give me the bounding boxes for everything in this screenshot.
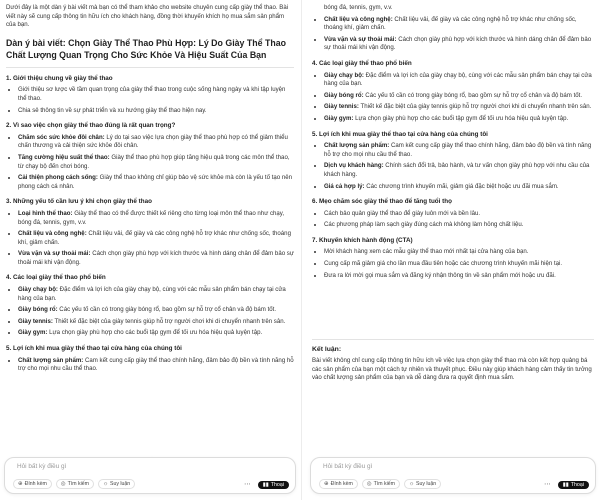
lightbulb-icon: ☼ <box>408 481 414 487</box>
more-options-icon[interactable]: ⋯ <box>544 481 551 488</box>
conclusion-text: Bài viết không chỉ cung cấp thông tin hữu ích về việc lựa chọn giày thể thao mà còn kết hợp quảng bá các sản phẩm của bạn một cách tự nhiên và thuyết phục. Điều này giúp khách hàng cảm thấy tin tưởng vào chất lượng sản phẩm của bạn và dễ dàng đưa ra quyết định mua sắm. <box>312 357 592 382</box>
list-item: • Giày chạy bộ: Đặc điểm và lợi ích của giày chạy bộ, cùng với các mẫu sản phẩm bán chạy tại cửa hàng của bạn. <box>324 72 594 89</box>
list-item: • Giày gym: Lựa chọn giày phù hợp cho các buổi tập gym để tối ưu hóa hiệu quả luyện tập. <box>324 115 594 124</box>
bullet-list <box>6 134 294 192</box>
list-item: • Giày tennis: Thiết kế đặc biệt của giày tennis giúp hỗ trợ người chơi khi di chuyển nhanh trên sân. <box>324 103 594 112</box>
section-heading: 4. Các loại giày thể thao phổ biến <box>312 59 412 67</box>
bullet-list <box>6 286 294 338</box>
message-input[interactable]: Hỏi bất kỳ điều gì <box>323 463 373 470</box>
section-heading: 6. Mẹo chăm sóc giày thể thao để tăng tuổi thọ <box>312 198 452 206</box>
list-item: • Chất liệu và công nghệ: Chất liệu vải, đế giày và các công nghệ hỗ trợ khác như chống sốc, thoáng khí, giảm chấn. <box>324 16 594 33</box>
composer-tools <box>13 479 135 489</box>
list-item: • Giày chạy bộ: Đặc điểm và lợi ích của giày chạy bộ, cùng với các mẫu sản phẩm bán chạy tại cửa hàng của bạn. <box>18 286 294 303</box>
separator <box>6 67 294 68</box>
lightbulb-icon: ☼ <box>102 481 108 487</box>
globe-icon: ⊕ <box>324 481 329 487</box>
list-item: • Cải thiện phong cách sống: Giày thể thao không chỉ giúp bảo vệ sức khỏe mà còn là yếu tố tạo nên phong cách cá nhân. <box>18 174 294 191</box>
outline-title: Dàn ý bài viết: Chọn Giày Thể Thao Phù Hợp: Lý Do Giày Thể Thao Chất Lượng Quan Trọng Cho Sức Khỏe Và Hiệu Suất Của Bạn <box>6 37 286 60</box>
separator <box>312 339 594 340</box>
bullet-list <box>312 16 594 53</box>
list-item: • Giày bóng rổ: Các yếu tố cần có trong giày bóng rổ, bao gồm sự hỗ trợ cổ chân và độ bám tốt. <box>18 306 294 315</box>
chat-pane-right <box>304 0 600 500</box>
search-button[interactable]: ◎ Tìm kiếm <box>362 479 400 489</box>
list-item: • Chăm sóc sức khỏe đôi chân: Lý do tại sao việc lựa chọn giày thể thao phù hợp có thể giảm thiểu chấn thương và cải thiện sức khỏe đôi chân. <box>18 134 294 151</box>
list-item: • Mời khách hàng xem các mẫu giày thể thao mới nhất tại cửa hàng của bạn. <box>324 248 594 257</box>
intro-text: Dưới đây là một dàn ý bài viết mà bạn có thể tham khảo cho website chuyên cung cấp giày thể thao. Bài viết này sẽ cung cấp thông tin hữu ích cho khách hàng, đồng thời khuyến khích họ mua sắm sản phẩm của bạn. <box>6 4 289 29</box>
waveform-icon: ▮▮ <box>262 482 269 488</box>
list-item: • Cung cấp mã giảm giá cho lần mua đầu tiên hoặc các chương trình khuyến mãi hiện tại. <box>324 260 594 269</box>
voice-button[interactable]: ▮▮ Thoại <box>558 481 589 489</box>
bullet-list <box>312 210 594 230</box>
list-item: • Chất lượng sản phẩm: Cam kết cung cấp giày thể thao chính hãng, đảm bảo độ bền và tính năng hỗ trợ cho mọi nhu cầu thể thao. <box>18 357 294 374</box>
search-button[interactable]: ◎ Tìm kiếm <box>56 479 94 489</box>
list-item: • Giày bóng rổ: Các yếu tố cần có trong giày bóng rổ, bao gồm sự hỗ trợ cổ chân và độ bám tốt. <box>324 92 594 101</box>
voice-button[interactable]: ▮▮ Thoại <box>258 481 289 489</box>
list-item: • Loại hình thể thao: Giày thể thao có thể được thiết kế riêng cho từng loại môn thể thao như chạy, bóng đá, tennis, gym, v.v. <box>18 210 294 227</box>
bullet-list <box>312 142 594 191</box>
conclusion-heading: Kết luận: <box>312 346 342 354</box>
list-item: • Vừa vặn và sự thoải mái: Cách chọn giày phù hợp với kích thước và hình dáng chân để đảm bảo sự thoải mái khi vận động. <box>324 36 594 53</box>
list-item: • Tăng cường hiệu suất thể thao: Giày thể thao phù hợp giúp tăng hiệu quả trong các môn thể thao, từ chạy bộ đến chơi bóng. <box>18 154 294 171</box>
message-composer-left[interactable] <box>4 457 296 494</box>
section-heading: 5. Lợi ích khi mua giày thể thao tại cửa hàng của chúng tôi <box>6 345 182 353</box>
list-item: • Giày tennis: Thiết kế đặc biệt của giày tennis giúp hỗ trợ người chơi khi di chuyển nhanh trên sân. <box>18 318 294 327</box>
bullet-list <box>312 248 594 280</box>
globe-icon: ◎ <box>366 481 372 487</box>
list-item: • Giới thiệu sơ lược về tầm quan trọng của giày thể thao trong cuộc sống hàng ngày và khi tập luyện thể thao. <box>18 86 294 103</box>
section-heading: 4. Các loại giày thể thao phổ biến <box>6 274 106 282</box>
list-item: • Chia sẻ thông tin về sự phát triển và xu hướng giày thể thao hiện nay. <box>18 107 294 116</box>
list-item: • Các phương pháp làm sạch giày đúng cách mà không làm hỏng chất liệu. <box>324 221 594 230</box>
attach-button[interactable]: ⊕ Đính kèm <box>13 479 52 489</box>
section-heading: 7. Khuyến khích hành động (CTA) <box>312 236 413 244</box>
pane-divider <box>301 0 302 500</box>
list-item: • Đưa ra lời mời gọi mua sắm và đăng ký nhận thông tin về sản phẩm mới hoặc ưu đãi. <box>324 272 594 281</box>
section-heading: 2. Vì sao việc chọn giày thể thao đúng là rất quan trọng? <box>6 122 176 130</box>
globe-icon: ◎ <box>60 481 66 487</box>
list-item: • Vừa vặn và sự thoải mái: Cách chọn giày phù hợp với kích thước và hình dáng chân để đảm bảo sự thoải mái khi vận động. <box>18 250 294 267</box>
bullet-list <box>312 72 594 124</box>
list-item: • Dịch vụ khách hàng: Chính sách đổi trả, bảo hành, và tư vấn chọn giày phù hợp với nhu cầu của khách hàng. <box>324 162 594 179</box>
reason-button[interactable]: ☼ Suy luận <box>98 479 135 489</box>
message-input[interactable]: Hỏi bất kỳ điều gì <box>17 463 67 470</box>
list-item: • Giá cả hợp lý: Các chương trình khuyến mãi, giảm giá đặc biệt hoặc ưu đãi mua sắm. <box>324 183 594 192</box>
list-item-continuation: bóng đá, tennis, gym, v.v. <box>324 4 393 11</box>
message-composer-right[interactable] <box>310 457 596 494</box>
reason-button[interactable]: ☼ Suy luận <box>404 479 441 489</box>
bullet-list <box>6 86 294 115</box>
composer-tools <box>319 479 441 489</box>
section-heading: 1. Giới thiệu chung về giày thể thao <box>6 74 113 82</box>
bullet-list <box>6 210 294 268</box>
globe-icon: ⊕ <box>18 481 23 487</box>
list-item: • Giày gym: Lựa chọn giày phù hợp cho các buổi tập gym để tối ưu hóa hiệu quả luyện tập. <box>18 329 294 338</box>
attach-button[interactable]: ⊕ Đính kèm <box>319 479 358 489</box>
list-item: • Chất lượng sản phẩm: Cam kết cung cấp giày thể thao chính hãng, đảm bảo độ bền và tính năng hỗ trợ cho mọi nhu cầu thể thao. <box>324 142 594 159</box>
list-item: • Chất liệu và công nghệ: Chất liệu vải, đế giày và các công nghệ hỗ trợ khác như chống sốc, thoáng khí, giảm chấn. <box>18 230 294 247</box>
bullet-list <box>6 357 294 374</box>
section-heading: 5. Lợi ích khi mua giày thể thao tại cửa hàng của chúng tôi <box>312 130 488 138</box>
more-options-icon[interactable]: ⋯ <box>244 481 251 488</box>
list-item: • Cách bảo quản giày thể thao để giày luôn mới và bền lâu. <box>324 210 594 219</box>
waveform-icon: ▮▮ <box>562 482 569 488</box>
section-heading: 3. Những yếu tố cần lưu ý khi chọn giày thể thao <box>6 198 152 206</box>
